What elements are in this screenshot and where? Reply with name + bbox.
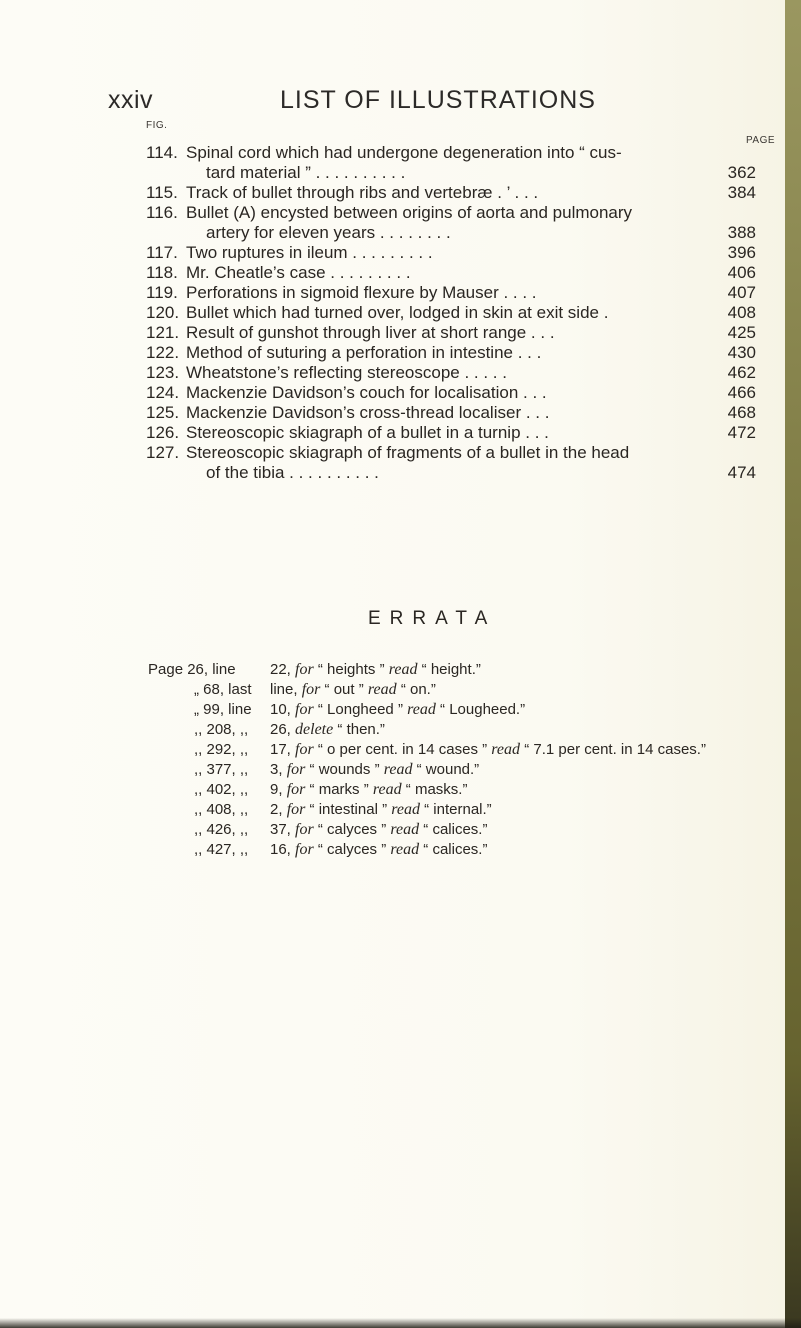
errata-old-text: “ heights ”: [317, 661, 385, 678]
errata-keyword: read: [367, 681, 397, 698]
errata-reference: ,, 208, ,,: [194, 721, 249, 738]
errata-keyword: read: [407, 701, 436, 718]
figure-caption: Perforations in sigmoid flexure by Mauser . . . .: [186, 283, 537, 302]
errata-reference: ,, 408, ,,: [194, 801, 249, 818]
errata-old-text: “ marks ”: [309, 781, 369, 798]
errata-reference: „ 99, line: [194, 701, 252, 718]
page-bottom-shadow: [0, 1318, 801, 1328]
errata-line: 22,: [270, 661, 291, 678]
figure-number: 116.: [146, 203, 178, 222]
errata-keyword: for: [301, 681, 321, 698]
page-number: 468: [727, 403, 756, 422]
errata-old-text: “ then.”: [337, 721, 385, 738]
figure-caption-continued: of the tibia . . . . . . . . . .: [206, 463, 379, 482]
errata-new-text: “ internal.”: [424, 801, 492, 818]
errata-keyword: read: [383, 761, 413, 778]
errata-new-text: “ wound.”: [416, 761, 480, 778]
fig-column-heading: FIG.: [146, 120, 168, 131]
figure-caption: Mackenzie Davidson’s couch for localisation . . .: [186, 383, 547, 402]
errata-keyword: read: [388, 661, 418, 678]
page-number: 408: [727, 303, 756, 322]
errata-keyword: for: [295, 841, 314, 858]
figure-number: 117.: [146, 243, 178, 262]
errata-old-text: “ calyces ”: [317, 841, 387, 858]
figure-caption: Bullet which had turned over, lodged in skin at exit side .: [186, 303, 609, 322]
errata-old-text: “ out ”: [324, 681, 364, 698]
page-number: 425: [727, 323, 756, 342]
figure-number: 120.: [146, 303, 180, 322]
figure-caption: Stereoscopic skiagraph of fragments of a bullet in the head: [186, 443, 630, 462]
figure-number: 115.: [146, 183, 178, 202]
page-number: 406: [727, 263, 756, 282]
errata-keyword: read: [491, 741, 521, 758]
page-title: LIST OF ILLUSTRATIONS: [280, 86, 596, 114]
figure-caption: Mr. Cheatle’s case . . . . . . . . .: [186, 263, 411, 282]
errata-keyword: for: [295, 821, 314, 838]
errata-new-text: “ calices.”: [423, 841, 488, 858]
errata-line: 16,: [270, 841, 291, 858]
errata-correction: [270, 800, 492, 820]
figure-number: 114.: [146, 143, 178, 162]
figure-number: 124.: [146, 383, 180, 402]
page-number: 384: [727, 183, 756, 202]
errata-keyword: read: [372, 781, 402, 798]
errata-new-text: “ on.”: [400, 681, 436, 698]
errata-keyword: read: [391, 801, 420, 818]
errata-reference: Page 26, line: [148, 661, 236, 678]
errata-correction: [270, 820, 487, 840]
figure-number: 122.: [146, 343, 180, 362]
figure-number: 121.: [146, 323, 180, 342]
errata-correction: [270, 660, 481, 680]
page-folio: xxiv: [108, 86, 154, 114]
figure-caption: Bullet (A) encysted between origins of aorta and pulmonary: [186, 203, 633, 222]
errata-line: 9,: [270, 781, 283, 798]
errata-line: line,: [270, 681, 298, 698]
figure-caption: Track of bullet through ribs and vertebræ . ’ . . .: [186, 183, 539, 202]
page-number: 474: [727, 463, 756, 482]
figure-number: 125.: [146, 403, 180, 422]
errata-keyword: for: [286, 801, 306, 818]
errata-correction: [270, 700, 525, 720]
page-number: 396: [727, 243, 756, 262]
figure-caption: Method of suturing a perforation in intestine . . .: [186, 343, 542, 362]
figure-number: 123.: [146, 363, 180, 382]
figure-number: 126.: [146, 423, 180, 442]
errata-reference: ,, 426, ,,: [194, 821, 249, 838]
errata-keyword: for: [295, 741, 314, 758]
errata-line: 2,: [270, 801, 283, 818]
figure-number: 127.: [146, 443, 180, 462]
page-number: 362: [727, 163, 756, 182]
errata-keyword: read: [390, 841, 420, 858]
page-number: 430: [727, 343, 756, 362]
errata-reference: ,, 402, ,,: [194, 781, 249, 798]
errata-old-text: “ Longheed ”: [317, 701, 403, 718]
page-number: 388: [727, 223, 756, 242]
errata-line: 3,: [270, 761, 283, 778]
errata-old-text: “ intestinal ”: [309, 801, 388, 818]
errata-old-text: “ calyces ”: [317, 821, 387, 838]
errata-reference: ,, 427, ,,: [194, 841, 249, 858]
errata-new-text: “ calices.”: [423, 821, 488, 838]
errata-line: 10,: [270, 701, 291, 718]
errata-new-text: “ masks.”: [405, 781, 468, 798]
figure-caption: Wheatstone’s reflecting stereoscope . . . . .: [186, 363, 507, 382]
errata-new-text: “ Lougheed.”: [440, 701, 526, 718]
errata-keyword: for: [295, 701, 314, 718]
errata-correction: [270, 680, 436, 700]
figure-caption: Mackenzie Davidson’s cross-thread localiser . . .: [186, 403, 550, 422]
errata-correction: [270, 720, 385, 740]
errata-new-text: “ height.”: [421, 661, 481, 678]
errata-reference: „ 68, last: [194, 681, 252, 698]
errata-keyword: read: [390, 821, 420, 838]
errata-reference: ,, 377, ,,: [194, 761, 249, 778]
figure-caption: Spinal cord which had undergone degeneration into “ cus-: [186, 143, 622, 162]
errata-old-text: “ wounds ”: [309, 761, 380, 778]
figure-caption: Two ruptures in ileum . . . . . . . . .: [186, 243, 433, 262]
errata-keyword: for: [286, 761, 306, 778]
page-number: 462: [727, 363, 756, 382]
errata-correction: [270, 760, 479, 780]
page-column-heading: PAGE: [746, 135, 776, 146]
figure-caption: Stereoscopic skiagraph of a bullet in a turnip . . .: [186, 423, 549, 442]
page-edge-shadow: [785, 0, 801, 1328]
errata-keyword: for: [286, 781, 306, 798]
figure-caption-continued: tard material ” . . . . . . . . . .: [206, 163, 406, 182]
errata-keyword: delete: [295, 721, 334, 738]
errata-old-text: “ o per cent. in 14 cases ”: [317, 741, 488, 758]
page-number: 472: [727, 423, 756, 442]
errata-line: 17,: [270, 741, 291, 758]
running-header: [108, 86, 628, 116]
errata-correction: [270, 740, 706, 760]
errata-reference: ,, 292, ,,: [194, 741, 249, 758]
errata-line: 37,: [270, 821, 291, 838]
errata-line: 26,: [270, 721, 291, 738]
figure-caption: Result of gunshot through liver at short range . . .: [186, 323, 555, 342]
errata-correction: [270, 780, 467, 800]
figure-number: 118.: [146, 263, 178, 282]
errata-new-text: “ 7.1 per cent. in 14 cases.”: [524, 741, 706, 758]
page-number: 466: [727, 383, 756, 402]
errata-heading: ERRATA: [368, 608, 497, 629]
figure-number: 119.: [146, 283, 178, 302]
errata-keyword: for: [295, 661, 314, 678]
page-number: 407: [727, 283, 756, 302]
figure-caption-continued: artery for eleven years . . . . . . . .: [206, 223, 451, 242]
errata-correction: [270, 840, 487, 860]
